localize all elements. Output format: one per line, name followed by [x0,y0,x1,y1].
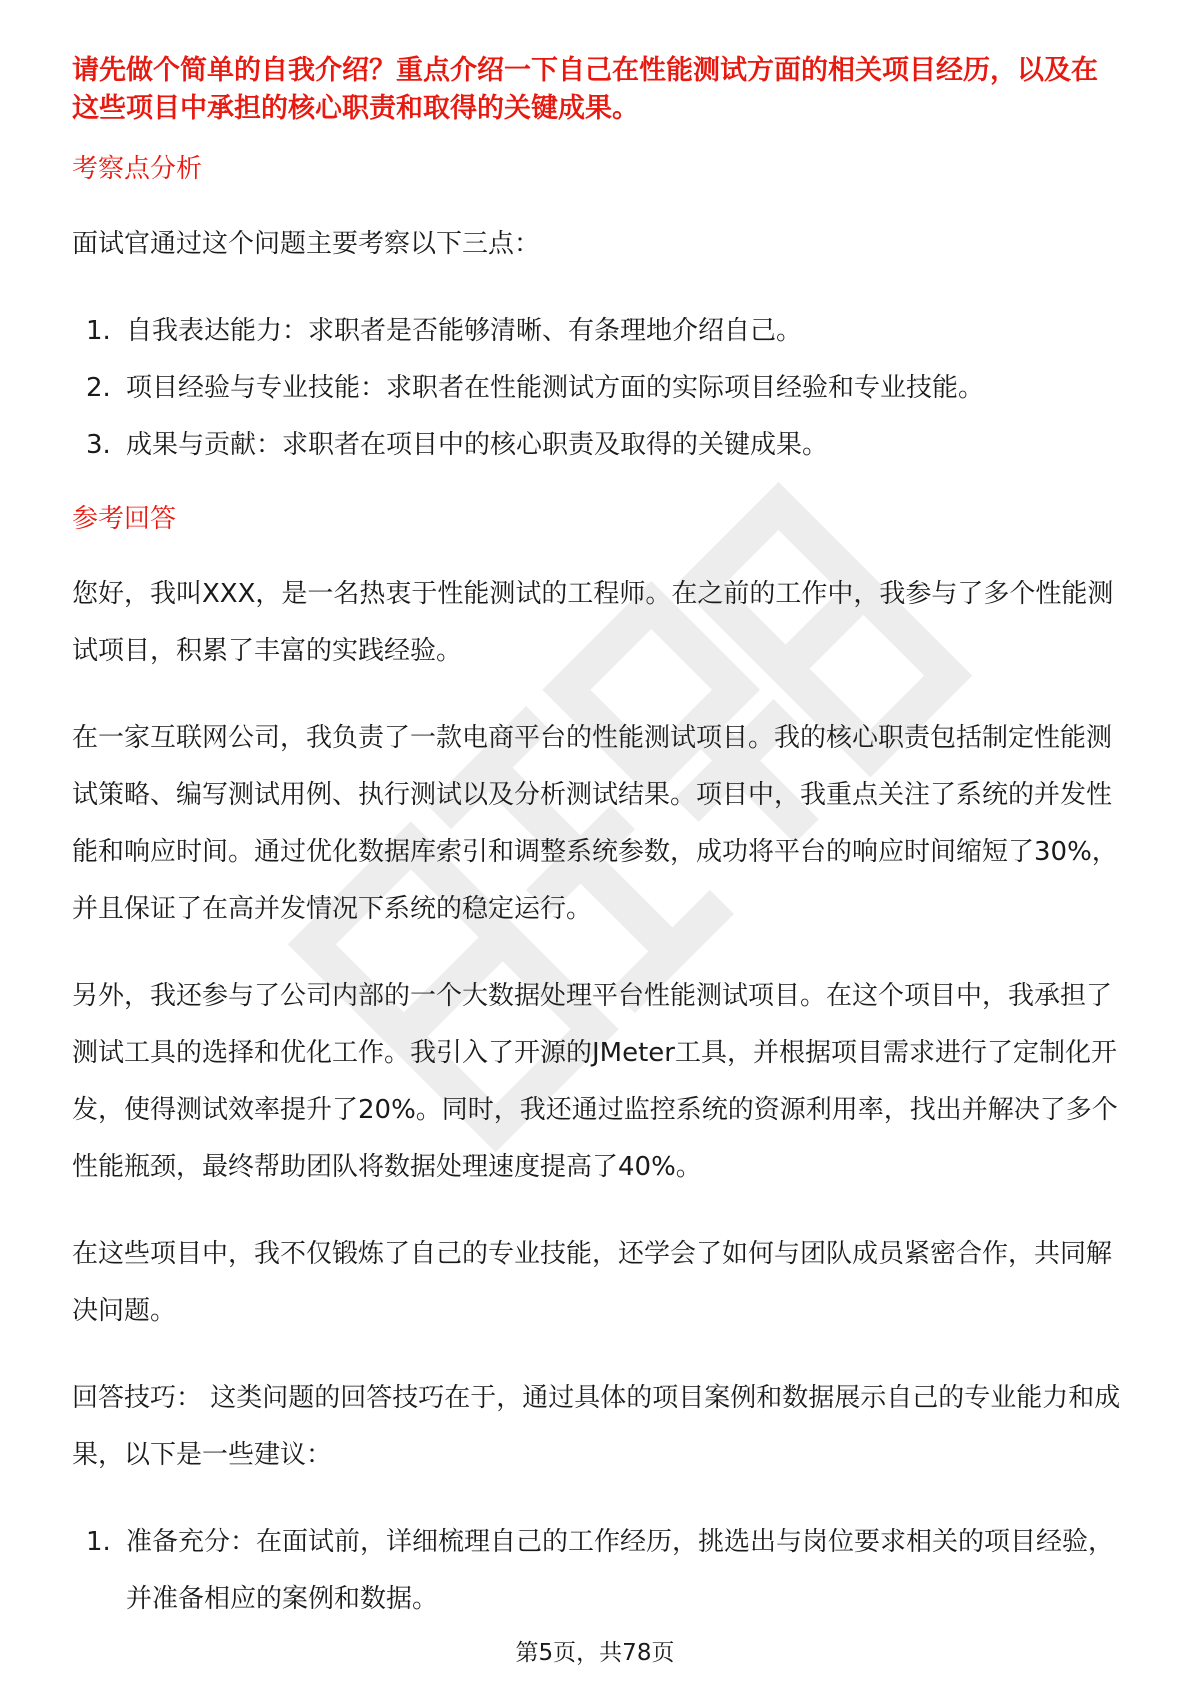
page-content [72,52,1122,1654]
analysis-title: 考察点分析 [72,154,203,184]
analysis-points-list [72,303,1122,474]
list-item-text: 准备充分：在面试前，详细梳理自己的工作经历，挑选出与岗位要求相关的项目经验，并准备相应的案例和数据。 [126,1527,1115,1614]
answer-paragraph: 您好，我叫XXX，是一名热衷于性能测试的工程师。在之前的工作中，我参与了多个性能测试项目，积累了丰富的实践经验。 [72,579,1114,666]
list-item-text: 自我表达能力：求职者是否能够清晰、有条理地介绍自己。 [126,316,803,346]
list-item-number: 3. [86,430,111,460]
list-item [72,303,1122,360]
list-item-text: 项目经验与专业技能：求职者在性能测试方面的实际项目经验和专业技能。 [126,373,985,403]
question-heading: 请先做个简单的自我介绍？重点介绍一下自己在性能测试方面的相关项目经历，以及在这些项目中承担的核心职责和取得的关键成果。 [72,55,1098,124]
tips-list [72,1514,1122,1628]
answer-paragraph: 另外，我还参与了公司内部的一个大数据处理平台性能测试项目。在这个项目中，我承担了测试工具的选择和优化工作。我引入了开源的JMeter工具，并根据项目需求进行了定制化开发，使得测试效率提升了20%。同时，我还通过监控系统的资源利用率，找出并解决了多个性能瓶颈，最终帮助团队将数据处理速度提高了40%。 [72,981,1118,1182]
list-item [72,1514,1122,1628]
answer-paragraph: 在一家互联网公司，我负责了一款电商平台的性能测试项目。我的核心职责包括制定性能测试策略、编写测试用例、执行测试以及分析测试结果。项目中，我重点关注了系统的并发性能和响应时间。通过优化数据库索引和调整系统参数，成功将平台的响应时间缩短了30%，并且保证了在高并发情况下系统的稳定运行。 [72,723,1118,924]
list-item-number: 1. [86,316,111,346]
list-item [72,417,1122,474]
list-item-number: 2. [86,373,111,403]
analysis-intro: 面试官通过这个问题主要考察以下三点： [72,229,541,259]
answer-paragraph: 在这些项目中，我不仅锻炼了自己的专业技能，还学会了如何与团队成员紧密合作，共同解决问题。 [72,1239,1113,1326]
list-item-number: 1. [86,1527,111,1557]
tips-intro: 回答技巧： 这类问题的回答技巧在于，通过具体的项目案例和数据展示自己的专业能力和成果，以下是一些建议： [72,1383,1121,1470]
answer-title: 参考回答 [72,504,177,534]
list-item [72,360,1122,417]
list-item-text: 成果与贡献：求职者在项目中的核心职责及取得的关键成果。 [126,430,829,460]
page-footer: 第5页，共78页 [515,1640,675,1666]
